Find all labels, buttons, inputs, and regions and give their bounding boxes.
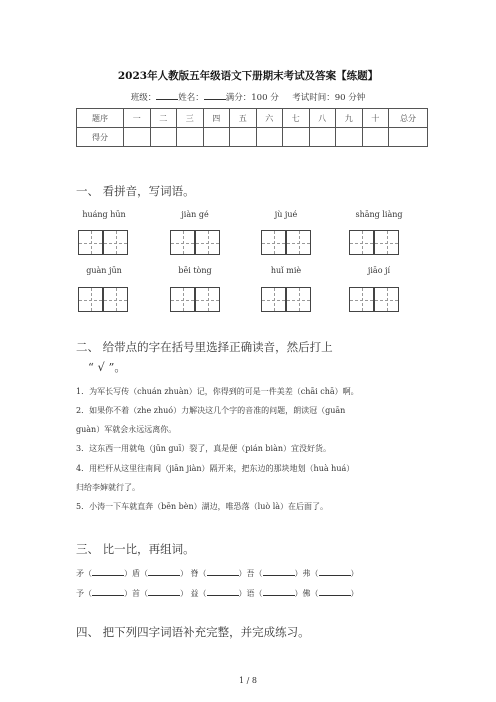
char-prompt: 予（ <box>76 589 92 598</box>
char-prompt: ）吾（ <box>238 569 263 578</box>
word-compare-row <box>76 587 359 599</box>
char-prompt: ） <box>350 589 359 598</box>
writing-box[interactable] <box>261 287 286 312</box>
score-cell[interactable] <box>256 128 283 147</box>
answer-blank[interactable] <box>148 567 180 576</box>
question-line: 3．这东西一用就龟（jūn guī）裂了，真是便（pián biàn）宜没好货。 <box>76 444 331 453</box>
answer-blank[interactable] <box>263 567 295 576</box>
char-prompt: ） <box>350 569 359 578</box>
header-cell: 十 <box>362 109 389 128</box>
score-cell[interactable] <box>362 128 389 147</box>
score-cell[interactable] <box>203 128 230 147</box>
writing-box[interactable] <box>195 287 220 312</box>
char-prompt: 矛（ <box>76 569 92 578</box>
pinyin-label: guàn jūn <box>86 266 122 275</box>
header-cell: 五 <box>230 109 257 128</box>
pinyin-label: huáng hūn <box>82 210 126 219</box>
writing-box[interactable] <box>195 230 220 255</box>
header-cell: 二 <box>150 109 177 128</box>
score-table-score-row <box>77 128 428 147</box>
writing-box[interactable] <box>170 230 195 255</box>
page-number: 1 / 8 <box>239 676 257 685</box>
pinyin-label: jiàn gé <box>181 210 209 219</box>
class-label: 班级： <box>130 93 157 103</box>
pinyin-label: huǐ miè <box>270 266 302 275</box>
header-cell: 六 <box>256 109 283 128</box>
answer-blank[interactable] <box>263 587 295 596</box>
header-cell: 题序 <box>77 109 124 128</box>
writing-box[interactable] <box>103 287 128 312</box>
pinyin-label: jù jué <box>274 210 298 219</box>
writing-box[interactable] <box>78 287 103 312</box>
writing-box[interactable] <box>261 230 286 255</box>
char-prompt: ）首（ <box>124 589 148 598</box>
pinyin-label: shāng liàng <box>355 210 403 219</box>
class-blank <box>156 91 178 100</box>
writing-box[interactable] <box>374 287 399 312</box>
question-line: 1．为军长写传（chuán zhuàn）记，你得到的可是一件美差（chāi chā）啊。 <box>76 387 359 396</box>
question-line: 4．用栏杆从这里往南间（jiān jiàn）隔开来，把东边的那块地划（huà huá） <box>76 464 355 473</box>
name-label: 姓名： <box>178 93 204 103</box>
exam-time: 考试时间：90 分钟 <box>292 93 366 103</box>
writing-box[interactable] <box>286 287 311 312</box>
answer-blank[interactable] <box>207 567 239 576</box>
section1-title: 一、 看拼音，写词语。 <box>76 184 195 198</box>
char-prompt: ）佛（ <box>294 589 319 598</box>
char-prompt: ）弗（ <box>294 569 319 578</box>
section2-title: 二、 给带点的字在括号里选择正确读音，然后打上 <box>76 340 333 354</box>
question-line: 2．如果你不着（zhe zhuó）力解决这几个字的音准的问题，朗读冠（guān <box>76 406 346 415</box>
exam-title: 2023年人教版五年级语文下册期末考试及答案【练题】 <box>117 70 379 82</box>
writing-box[interactable] <box>349 287 374 312</box>
header-cell: 四 <box>203 109 230 128</box>
score-table-header-row <box>77 109 428 128</box>
question-line: 归给李婶就行了。 <box>76 483 140 492</box>
answer-blank[interactable] <box>148 587 180 596</box>
writing-box[interactable] <box>286 230 311 255</box>
score-cell[interactable] <box>230 128 257 147</box>
header-cell: 九 <box>336 109 363 128</box>
full-score: 满分：100 分 <box>225 93 279 103</box>
answer-blank[interactable] <box>92 587 124 596</box>
header-cell: 八 <box>309 109 336 128</box>
writing-box[interactable] <box>103 230 128 255</box>
answer-blank[interactable] <box>319 587 351 596</box>
score-cell[interactable] <box>150 128 177 147</box>
score-row-label: 得分 <box>77 128 124 147</box>
section3-title: 三、 比一比，再组词。 <box>76 542 195 556</box>
section4-title: 四、 把下列四字词语补充完整，并完成练习。 <box>76 625 310 639</box>
question-line: guàn）军就会永远远离你。 <box>76 425 177 434</box>
question-line: 5．小涛一下车就直奔（bēn bèn）湖边，唯恐落（luò là）在后面了。 <box>76 502 329 511</box>
pinyin-label: bēi tòng <box>178 266 212 275</box>
answer-blank[interactable] <box>92 567 124 576</box>
char-prompt: ） 脊（ <box>180 569 207 578</box>
score-cell[interactable] <box>336 128 363 147</box>
score-cell[interactable] <box>177 128 204 147</box>
word-compare-row <box>76 567 359 579</box>
writing-box[interactable] <box>349 230 374 255</box>
pinyin-label: jiāo jí <box>367 266 391 275</box>
score-cell[interactable] <box>389 128 428 147</box>
answer-blank[interactable] <box>207 587 239 596</box>
score-cell[interactable] <box>309 128 336 147</box>
exam-info-line <box>0 91 496 103</box>
header-cell: 一 <box>124 109 151 128</box>
char-prompt: ）盾（ <box>124 569 148 578</box>
answer-blank[interactable] <box>319 567 351 576</box>
score-cell[interactable] <box>124 128 151 147</box>
header-cell: 七 <box>283 109 310 128</box>
header-cell: 总分 <box>389 109 428 128</box>
score-table <box>76 108 428 147</box>
section2-title-cont: “ √ ”。 <box>88 360 126 374</box>
score-cell[interactable] <box>283 128 310 147</box>
header-cell: 三 <box>177 109 204 128</box>
name-blank <box>204 91 226 100</box>
writing-box[interactable] <box>170 287 195 312</box>
writing-box[interactable] <box>374 230 399 255</box>
writing-box[interactable] <box>78 230 103 255</box>
char-prompt: ） 益（ <box>180 589 207 598</box>
char-prompt: ）语（ <box>238 589 263 598</box>
